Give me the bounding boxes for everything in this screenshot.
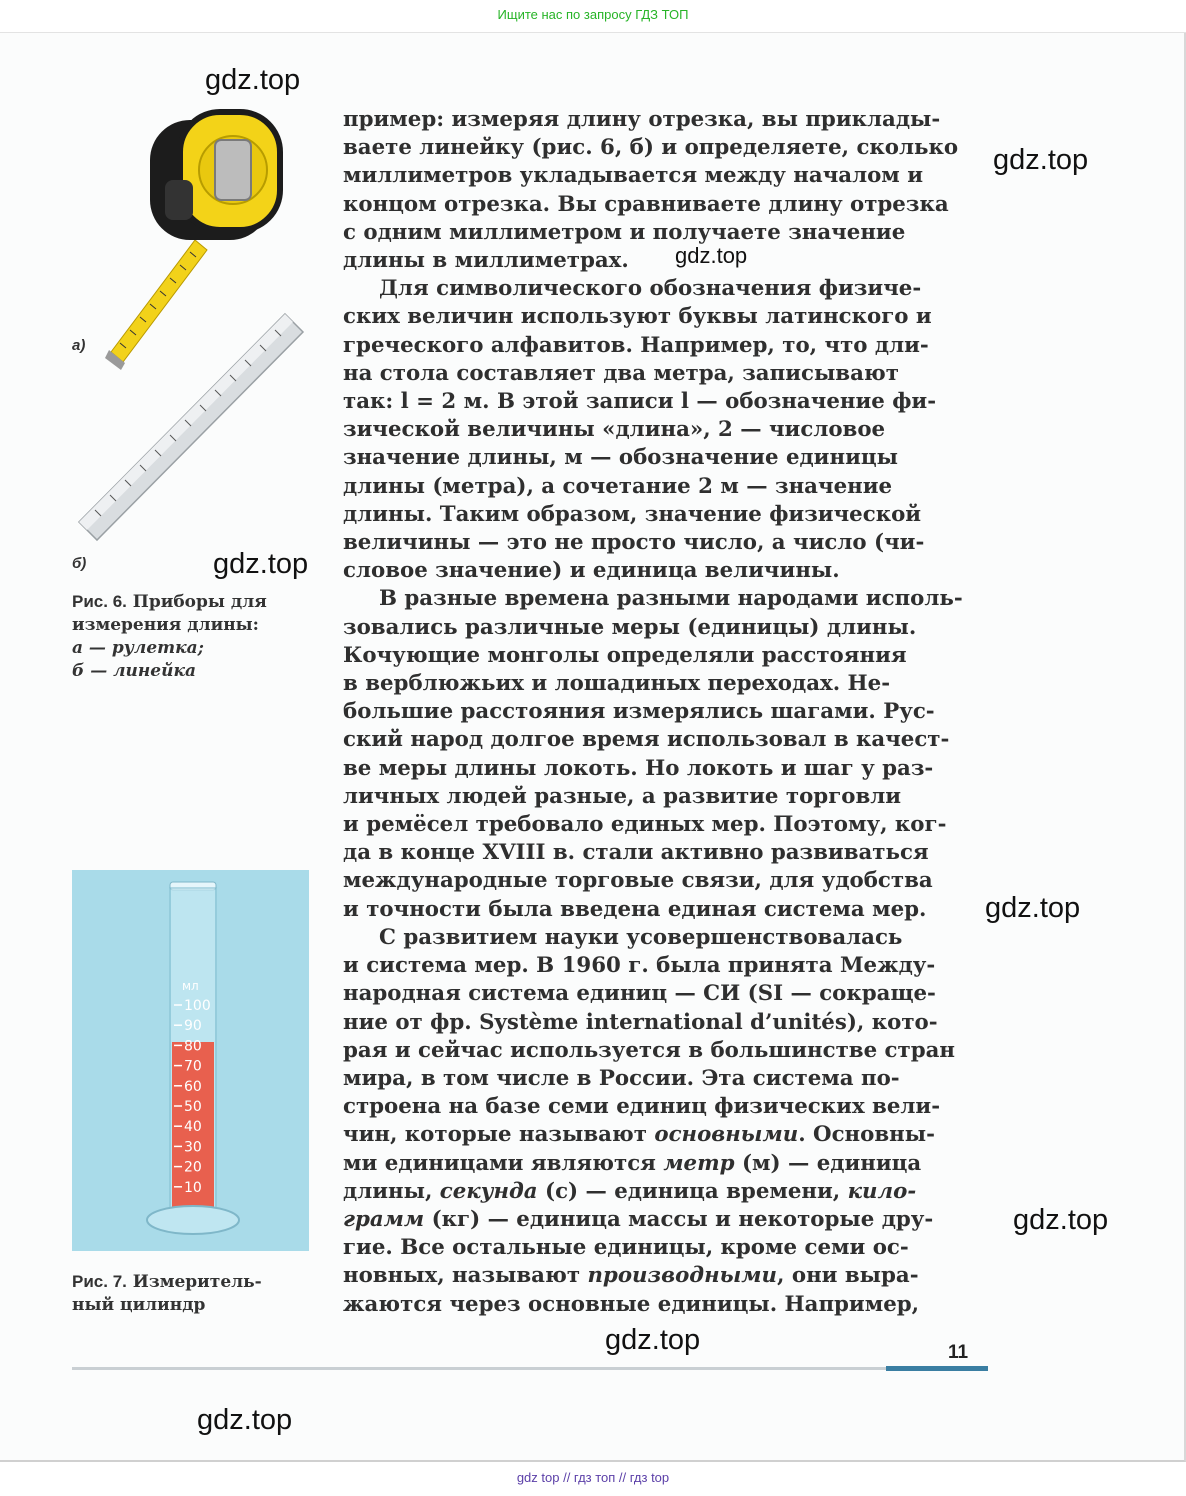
figure6-caption <box>72 590 292 683</box>
p4-text-a: С развитием науки усовершенствовалась и система мер. В 1960 г. была принята Между- народная система единиц — СИ (SI — сокраще- ние от фр. Système international d’unités), кото- рая и сейчас используется в большинстве стран мира, в том числе в России. Эта система по- строена на базе семи единиц физических вели- чин, которые называют <box>343 924 955 1148</box>
term-osnovnye: основными <box>654 1122 799 1148</box>
term-metr: метр <box>663 1150 735 1176</box>
footer-rule-accent <box>886 1366 988 1371</box>
cylinder-unit: мл <box>182 979 199 993</box>
scale-label: 70 <box>184 1058 202 1075</box>
scale-label: 80 <box>184 1038 202 1055</box>
banner-text: Ищите нас по запросу ГДЗ ТОП <box>497 7 689 22</box>
scale-label: 60 <box>184 1078 202 1095</box>
watermark: gdz.top <box>205 64 301 96</box>
footer-links[interactable]: gdz top // гдз топ // гдз top <box>516 1470 670 1485</box>
watermark: gdz.top <box>993 144 1089 176</box>
figure6-caption-text: Приборы для измерения длины: <box>72 592 267 635</box>
p4-text-d: (с) — единица времени, <box>537 1178 848 1204</box>
scale-label: 20 <box>184 1159 202 1176</box>
watermark: gdz.top <box>1013 1204 1109 1236</box>
scale-label: 100 <box>184 998 211 1014</box>
term-proizvodnye: производными <box>587 1263 778 1289</box>
term-kilogramm: кило- грамм <box>343 1178 917 1232</box>
scale-label: 30 <box>184 1139 202 1156</box>
term-sekunda: секунда <box>439 1178 538 1204</box>
paragraph-4 <box>343 924 988 1319</box>
figure7-caption-number: Рис. 7. <box>72 1272 127 1291</box>
search-banner <box>0 0 1186 33</box>
figure6-label-b: б) <box>72 555 87 572</box>
page-number: 11 <box>948 1342 969 1363</box>
paragraph-2: Для символического обозначения физиче- ских величин используют буквы латинского и греческого алфавитов. Например, то, что дли- на стола составляет два метра, записывают так: l = 2 м. В этой записи l — обозначение фи- зической величины «длина», 2 — числовое значение длины, м — обозначение единицы длины (метра), а сочетание 2 м — значение длины. Таким образом, значение физической величины — это не просто число, а число (чи- словое значение) и единица величины. <box>343 276 937 584</box>
figure6-caption-number: Рис. 6. <box>72 592 127 611</box>
scale-label: 10 <box>184 1179 202 1196</box>
figure6-label-a: а) <box>72 337 86 354</box>
p4-text-e: (кг) — единица массы и некоторые дру- гие. Все остальные единицы, кроме семи ос- новных, называют <box>343 1206 934 1289</box>
measuring-cylinder-image <box>72 870 309 1251</box>
footer-bar <box>0 1463 1186 1496</box>
main-text <box>343 106 988 1319</box>
p4-text-f: , они выра- жаются через основные единицы. Например, <box>343 1263 920 1317</box>
figure7-caption-text: Измеритель- ный цилиндр <box>72 1272 262 1315</box>
scale-label: 40 <box>184 1119 202 1136</box>
watermark: gdz.top <box>213 548 309 580</box>
figure6-caption-b: б — линейка <box>72 661 197 681</box>
footer-rule <box>72 1367 886 1370</box>
scale-label: 90 <box>184 1018 202 1035</box>
ruler-image <box>75 308 310 548</box>
p4-text-b: . Основны- ми единицами являются <box>343 1122 935 1176</box>
watermark: gdz.top <box>985 892 1081 924</box>
figure7-caption <box>72 1270 302 1317</box>
figure6-caption-a: а — рулетка; <box>72 638 204 658</box>
p4-text-c: (м) — единица длины, <box>343 1150 922 1204</box>
scale-label: 50 <box>184 1099 202 1115</box>
watermark: gdz.top <box>605 1324 701 1356</box>
watermark: gdz.top <box>197 1404 293 1436</box>
watermark: gdz.top <box>675 243 748 268</box>
paragraph-3: В разные времена разными народами исполь- зовались различные меры (единицы) длины. Кочующие монголы определяли расстояния в верблюжьих и лошадиных переходах. Не- большие расстояния измерялись шагами. Рус- ский народ долгое время использовал в качест- ве меры длины локоть. Но локоть и шаг у раз- личных людей разные, а развитие торговли и ремёсел требовало единых мер. Поэтому, ког- да в конце XVIII в. стали активно развиваться международные торговые связи, для удобства и точности была введена единая система мер. <box>343 586 963 922</box>
paragraph-1: пример: измеряя длину отрезка, вы приклады- ваете линейку (рис. 6, б) и определяете, сколько миллиметров укладывается между началом и концом отрезка. Вы сравниваете длину отрезка с одним миллиметром и получаете значение длины в миллиметрах. <box>343 107 959 274</box>
